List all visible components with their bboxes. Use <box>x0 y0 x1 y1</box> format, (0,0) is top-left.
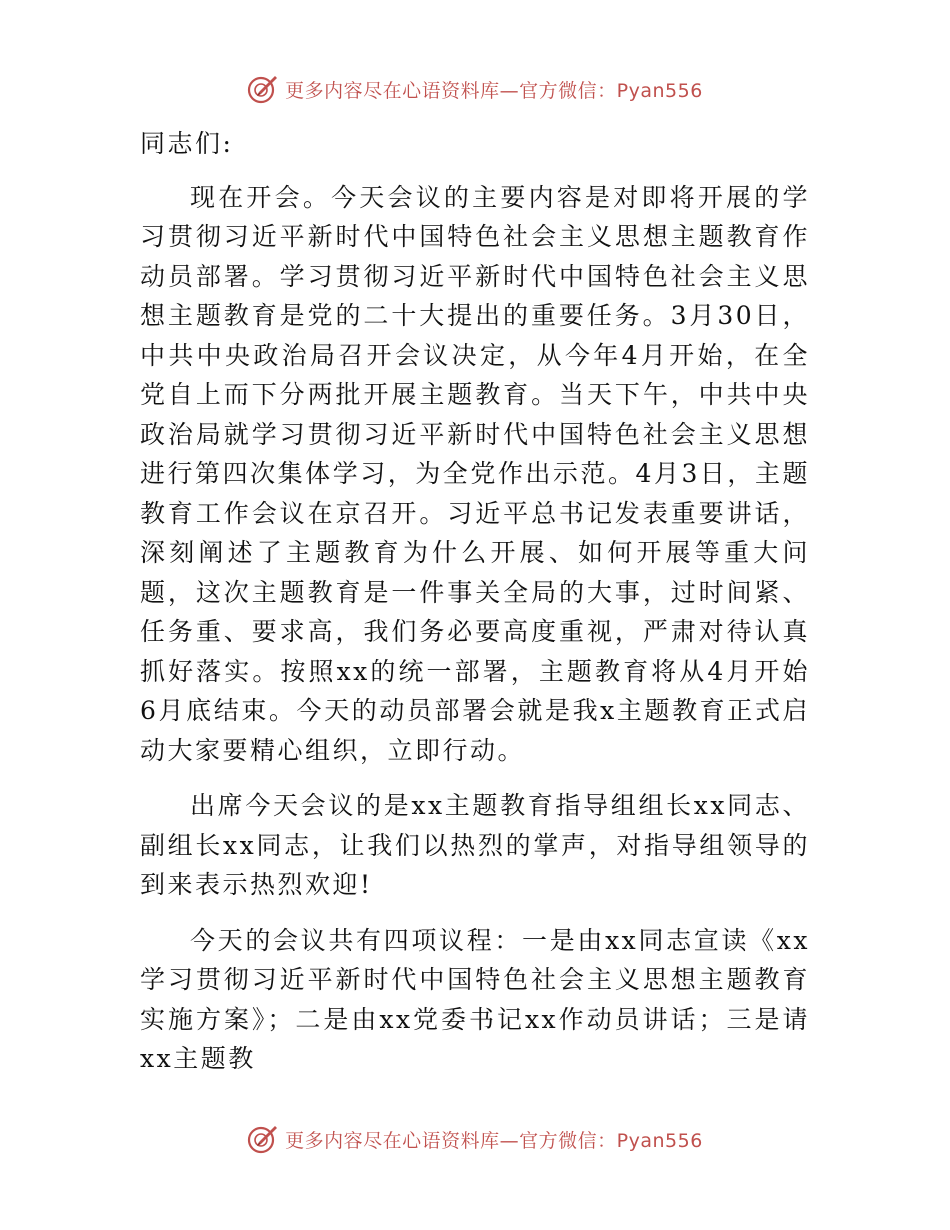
document-body <box>140 124 810 1095</box>
paragraph-1: 现在开会。今天会议的主要内容是对即将开展的学习贯彻习近平新时代中国特色社会主义思想主题教育作动员部署。学习贯彻习近平新时代中国特色社会主义思想主题教育是党的二十大提出的重要任务。3月30日，中共中央政治局召开会议决定，从今年4月开始，在全党自上而下分两批开展主题教育。当天下午，中共中央政治局就学习贯彻习近平新时代中国特色社会主义思想进行第四次集体学习，为全党作出示范。4月3日，主题教育工作会议在京召开。习近平总书记发表重要讲话，深刻阐述了主题教育为什么开展、如何开展等重大问题，这次主题教育是一件事关全局的大事，过时间紧、任务重、要求高，我们务必要高度重视，严肃对待认真抓好落实。按照xx的统一部署，主题教育将从4月开始6月底结束。今天的动员部署会就是我x主题教育正式启动大家要精心组织，立即行动。 <box>140 182 810 765</box>
pen-logo-icon <box>247 1123 279 1155</box>
watermark-text: 更多内容尽在心语资料库—官方微信：Pyan556 <box>285 79 703 102</box>
salutation: 同志们: <box>140 129 234 158</box>
paragraph-2: 出席今天会议的是xx主题教育指导组组长xx同志、副组长xx同志，让我们以热烈的掌声，对指导组领导的到来表示热烈欢迎! <box>140 791 810 899</box>
paragraph-3: 今天的会议共有四项议程：一是由xx同志宣读《xx学习贯彻习近平新时代中国特色社会主义思想主题教育实施方案》；二是由xx党委书记xx作动员讲话；三是请xx主题教 <box>140 925 810 1073</box>
footer-watermark <box>0 1123 950 1155</box>
pen-logo-icon <box>247 73 279 105</box>
header-watermark <box>0 73 950 105</box>
watermark-text: 更多内容尽在心语资料库—官方微信：Pyan556 <box>285 1129 703 1152</box>
